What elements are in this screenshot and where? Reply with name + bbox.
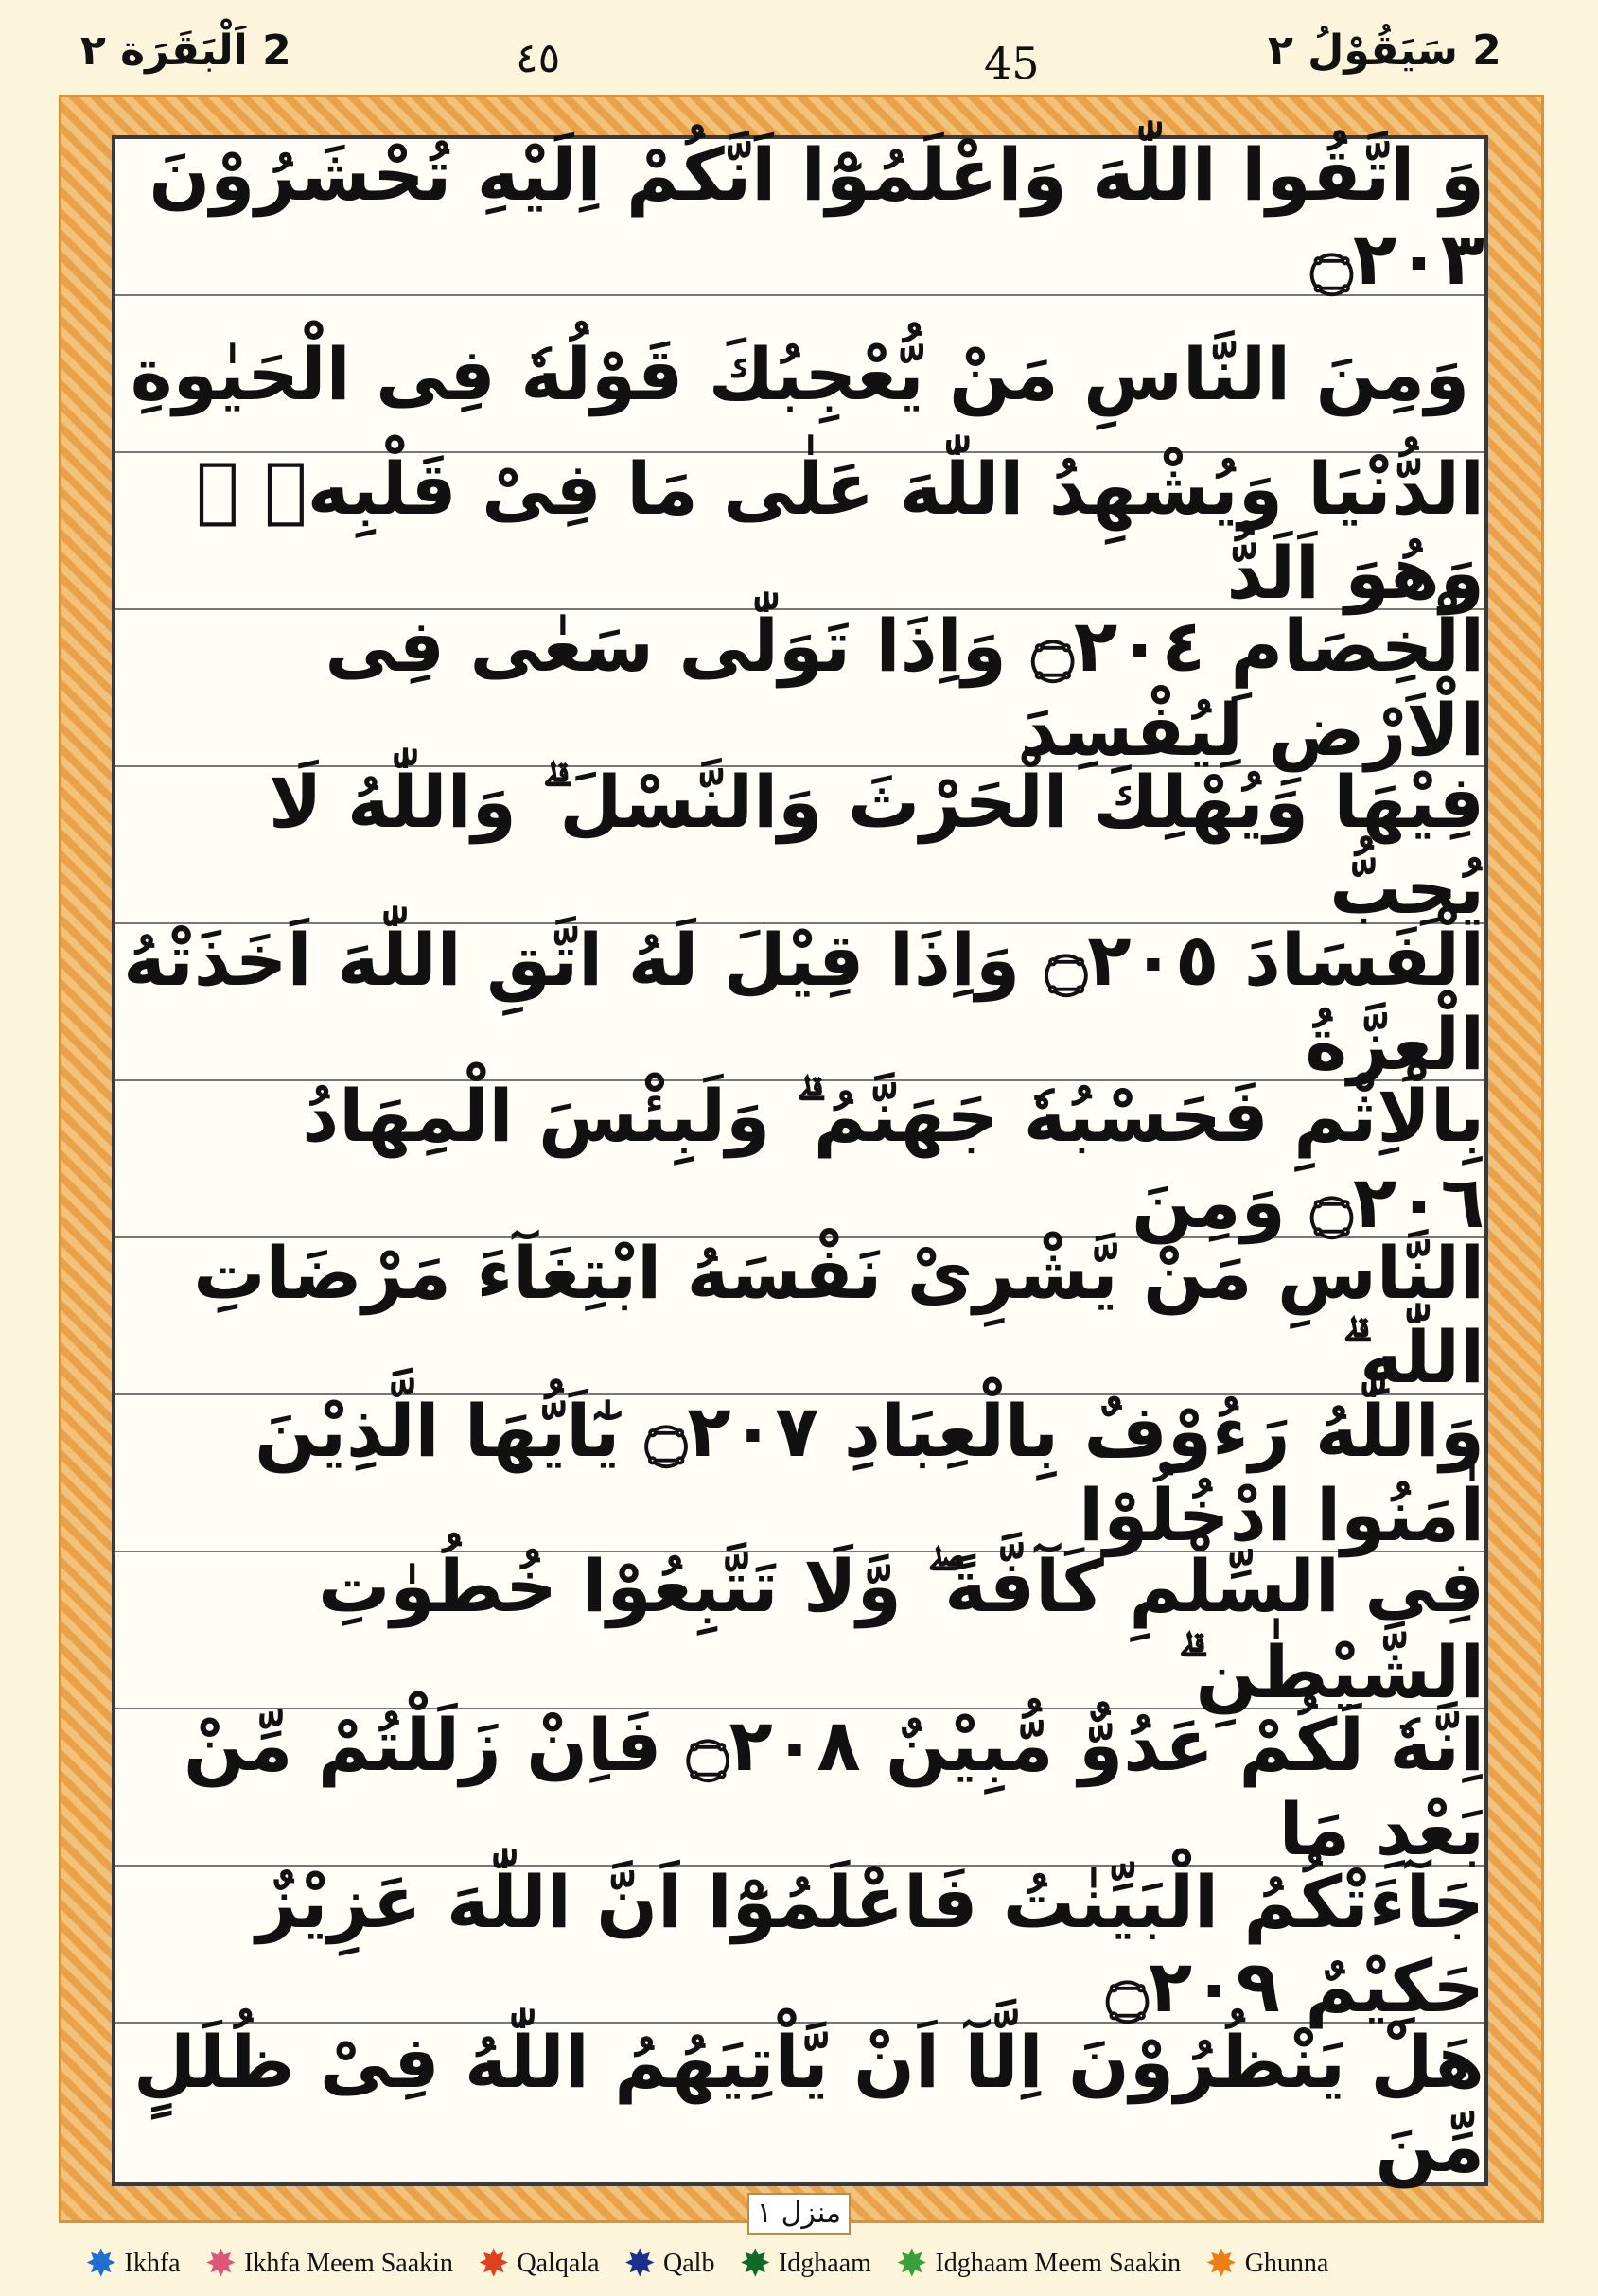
legend-label: Qalb [663, 2249, 715, 2278]
page-number: 45 [984, 38, 1040, 89]
flower-icon: ✸ [85, 2242, 117, 2285]
verse-line: بِالْاِثْمِ فَحَسْبُهٗ جَهَنَّمُ ۗ وَلَبِئْسَ الْمِهَادُ ۝٢٠٦ وَمِنَ [115, 1081, 1484, 1238]
flower-icon: ✸ [623, 2242, 657, 2285]
page-number-arabic: ٤٥ [516, 34, 561, 82]
legend-label: Ikhfa [124, 2249, 181, 2278]
manzil-label: منزل ١ [747, 2193, 851, 2235]
verse-line: فِى السِّلْمِ كَآفَّةً ۖ وَّلَا تَتَّبِعُوْا خُطُوٰتِ الشَّيْطٰنِ ۗ [115, 1552, 1484, 1709]
legend-item [895, 2242, 1182, 2285]
verse-line: وَ اتَّقُوا اللّٰهَ وَاعْلَمُوْٓا اَنَّكُمْ اِلَيْهِ تُحْشَرُوْنَ ۝٢٠٣ [115, 139, 1484, 296]
verse-line: جَآءَتْكُمُ الْبَيِّنٰتُ فَاعْلَمُوْٓا اَنَّ اللّٰهَ عَزِيْزٌ حَكِيْمٌ ۝٢٠٩ [115, 1867, 1484, 2024]
legend-label: Ghunna [1244, 2249, 1329, 2278]
verse-line: وَمِنَ النَّاسِ مَنْ يُّعْجِبُكَ قَوْلُهٗ فِى الْحَيٰوةِ [115, 296, 1484, 453]
verse-line: النَّاسِ مَنْ يَّشْرِىْ نَفْسَهُ ابْتِغَآءَ مَرْضَاتِ اللّٰهِ ۗ [115, 1238, 1484, 1395]
flower-icon: ✸ [895, 2242, 928, 2285]
flower-icon: ✸ [477, 2242, 510, 2285]
surah-name: 2 اَلْبَقَرَة ٢ [80, 26, 291, 75]
verse-line: هَلْ يَنْظُرُوْنَ اِلَّآ اَنْ يَّاْتِيَهُمُ اللّٰهُ فِىْ ظُلَلٍ مِّنَ [133, 2020, 1484, 2188]
legend-item [85, 2242, 181, 2285]
verse-line: اِنَّهٗ لَكُمْ عَدُوٌّ مُّبِيْنٌ ۝٢٠٨ فَاِنْ زَلَلْتُمْ مِّنْ بَعْدِ مَا [115, 1709, 1484, 1867]
verse-line: وَاللّٰهُ رَءُوْفٌ بِالْعِبَادِ ۝٢٠٧ يٰٓاَيُّهَا الَّذِيْنَ اٰمَنُوا ادْخُلُوْا [115, 1395, 1484, 1552]
flower-icon: ✸ [739, 2242, 771, 2285]
legend-item [477, 2242, 600, 2285]
tajweed-legend [85, 2240, 1561, 2287]
legend-item [739, 2242, 871, 2285]
text-panel [112, 132, 1488, 2188]
legend-item [1205, 2242, 1329, 2285]
legend-label: Idghaam Meem Saakin [935, 2249, 1182, 2278]
juz-name: 2 سَيَقُوْلُ ٢ [1268, 26, 1501, 75]
verse-line: الْخِصَامِ ۝٢٠٤ وَاِذَا تَوَلّٰى سَعٰى فِى الْاَرْضِ لِيُفْسِدَ [115, 610, 1484, 767]
page-header [0, 0, 1598, 104]
verse-line: فِيْهَا وَيُهْلِكَ الْحَرْثَ وَالنَّسْلَ ۗ وَاللّٰهُ لَا يُحِبُّ [115, 767, 1484, 924]
legend-label: Ikhfa Meem Saakin [244, 2249, 453, 2278]
legend-item [623, 2242, 715, 2285]
flower-icon: ✸ [204, 2242, 237, 2285]
verse-line: الْفَسَادَ ۝٢٠٥ وَاِذَا قِيْلَ لَهُ اتَّقِ اللّٰهَ اَخَذَتْهُ الْعِزَّةُ [115, 924, 1484, 1081]
verse-line: الدُّنْيَا وَيُشْهِدُ اللّٰهَ عَلٰى مَا فِىْ قَلْبِهٖ ۙ وَهُوَ اَلَدُّ [115, 453, 1484, 610]
flower-icon: ✸ [1205, 2242, 1238, 2285]
legend-label: Qalqala [517, 2249, 600, 2278]
legend-item [204, 2242, 453, 2285]
legend-label: Idghaam [778, 2249, 871, 2278]
